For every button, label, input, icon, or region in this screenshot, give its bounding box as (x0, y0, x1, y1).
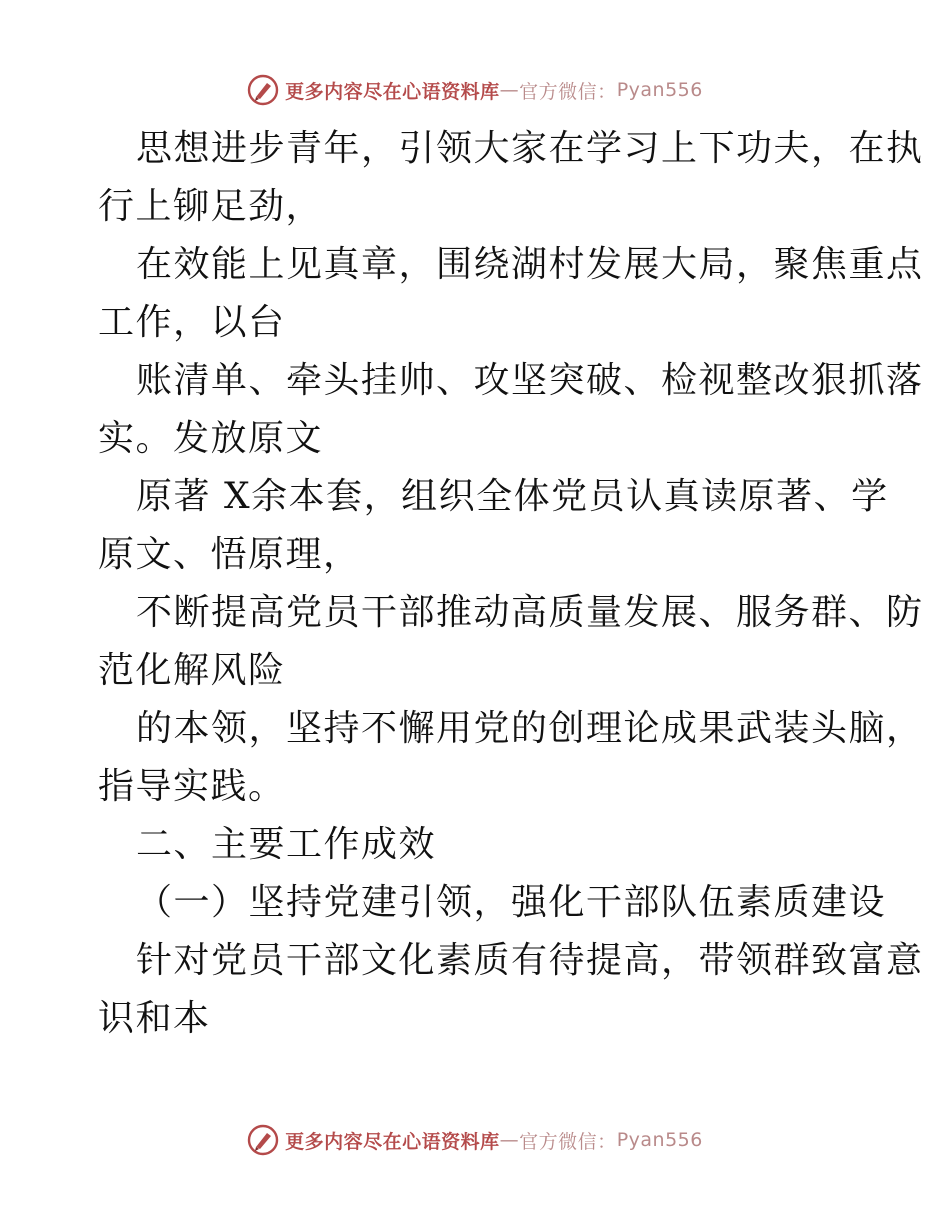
wechat-id: Pyan556 (616, 79, 703, 101)
document-body (98, 120, 924, 1048)
paragraph-line: 原著 X余本套，组织全体党员认真读原著、学 (136, 476, 889, 517)
paragraph-line: 指导实践。 (98, 766, 286, 807)
paragraph-line: 工作，以台 (98, 302, 286, 343)
footer-watermark-banner (0, 1122, 950, 1158)
paragraph-line: 账清单、牵头挂帅、攻坚突破、检视整改狠抓落 (136, 360, 924, 401)
subsection-heading: （一）坚持党建引领，强化干部队伍素质建设 (136, 882, 887, 923)
pen-logo-icon (247, 74, 279, 106)
wechat-label: 官方微信： (519, 80, 617, 103)
paragraph-line: 的本领，坚持不懈用党的创理论成果武装头脑， (136, 708, 924, 749)
section-heading: 二、主要工作成效 (136, 824, 437, 865)
wechat-label: 官方微信： (519, 1130, 617, 1153)
site-name: 更多内容尽在心语资料库 (285, 80, 500, 103)
header-watermark-banner (0, 72, 950, 108)
paragraph-line: 不断提高党员干部推动高质量发展、服务群、防 (136, 592, 924, 633)
site-name: 更多内容尽在心语资料库 (285, 1130, 500, 1153)
paragraph-line: 针对党员干部文化素质有待提高，带领群致富意 (136, 940, 924, 981)
paragraph-line: 识和本 (98, 998, 211, 1039)
paragraph-line: 原文、悟原理， (98, 534, 361, 575)
paragraph-line: 范化解风险 (98, 650, 286, 691)
paragraph-line: 思想进步青年，引领大家在学习上下功夫，在执 (136, 128, 924, 169)
paragraph-line: 实。发放原文 (98, 418, 324, 459)
paragraph-line: 在效能上见真章，围绕湖村发展大局，聚焦重点 (136, 244, 924, 285)
banner-separator: — (499, 1129, 520, 1151)
banner-separator: — (499, 79, 520, 101)
wechat-id: Pyan556 (616, 1129, 703, 1151)
paragraph-line: 行上铆足劲， (98, 186, 324, 227)
pen-logo-icon (247, 1124, 279, 1156)
